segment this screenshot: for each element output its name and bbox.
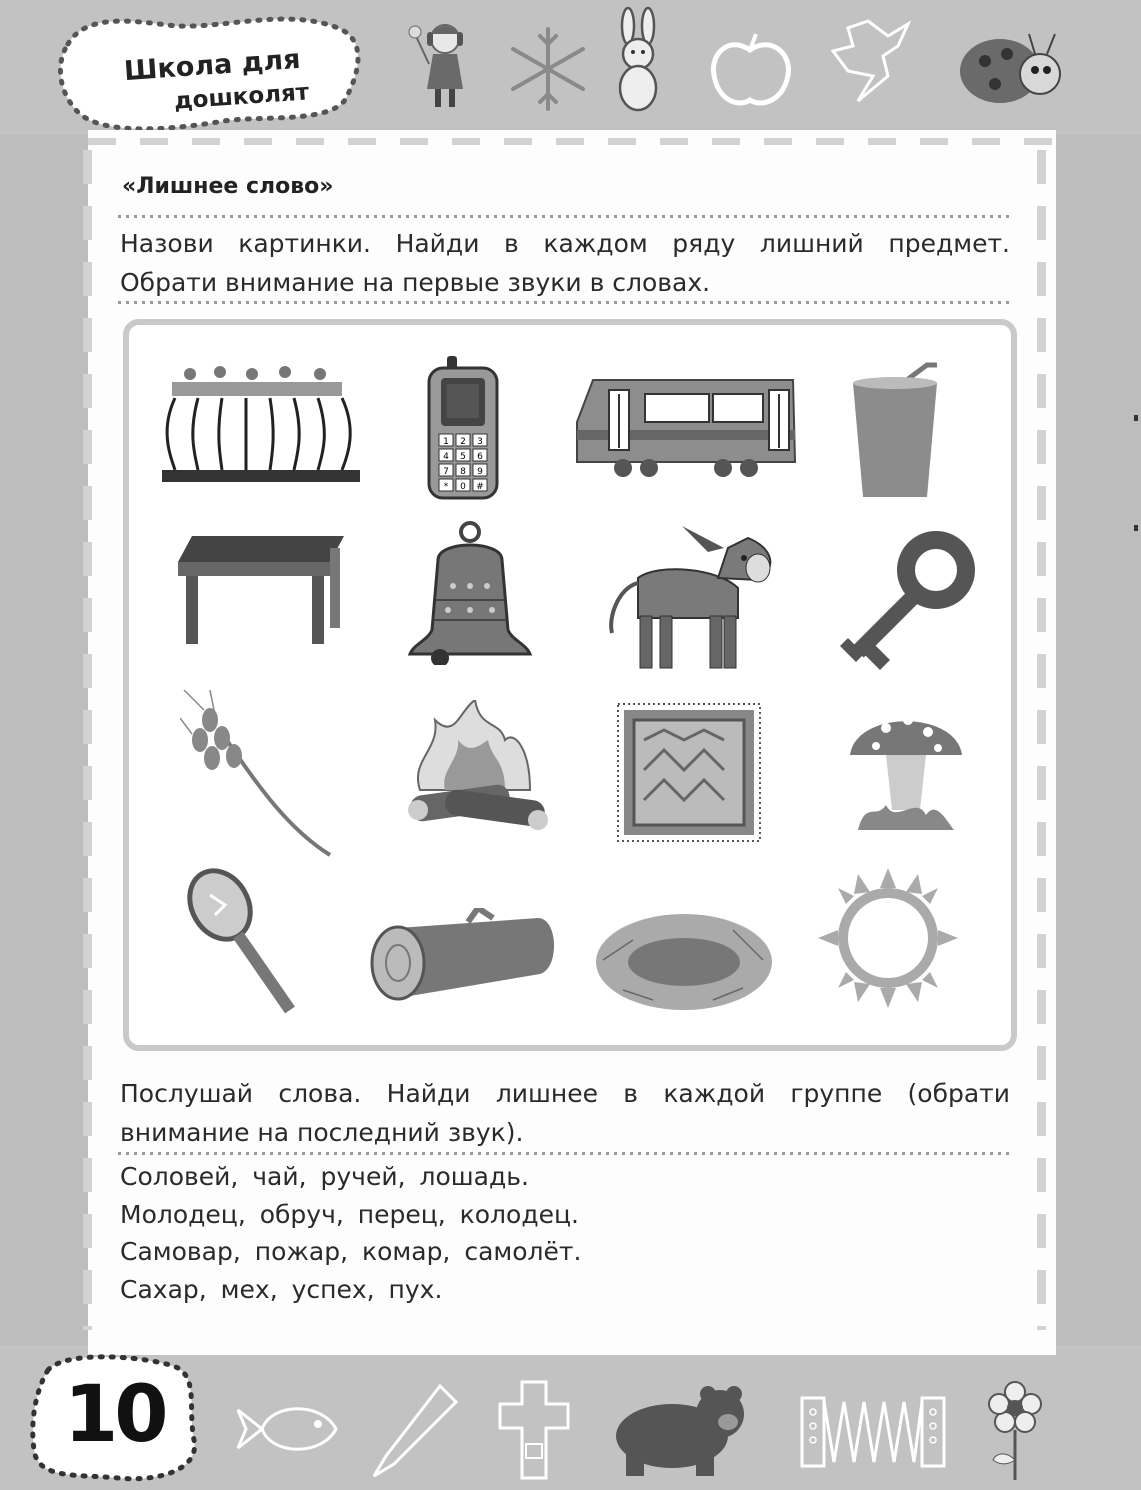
apple-icon <box>708 30 793 110</box>
word-group-4: Сахар, мех, успех, пух. <box>120 1275 443 1304</box>
flower-icon <box>985 1380 1045 1485</box>
phone-key: 3 <box>477 437 483 447</box>
phone-key: 5 <box>460 452 466 462</box>
scan-mark <box>1134 525 1138 531</box>
task-title: «Лишнее слово» <box>122 174 334 199</box>
instruction-line-1: Послушай слова. Найди лишнее в каждой группе (обрати <box>120 1079 1010 1108</box>
log-picture <box>368 908 563 1008</box>
ladybug-icon <box>955 26 1075 110</box>
decorative-dash-left <box>83 150 92 1330</box>
pencil-icon <box>370 1380 460 1480</box>
phone-key: * <box>443 482 449 492</box>
badge-line-1: Школа для <box>123 43 302 88</box>
cross-shape-icon <box>494 1378 574 1482</box>
decorative-dash-top <box>88 138 1056 145</box>
accordion-icon <box>800 1392 946 1472</box>
girl-icon <box>405 14 475 114</box>
sun-picture <box>818 868 958 1008</box>
tram-picture <box>573 372 801 480</box>
key-picture <box>840 530 978 678</box>
phone-key: 7 <box>443 467 449 477</box>
phone-key: 0 <box>460 482 466 492</box>
scan-mark <box>1134 415 1138 421</box>
instruction-line-2: Обрати внимание на первые звуки в словах. <box>120 268 711 297</box>
bunny-icon <box>608 6 668 116</box>
phone-key: # <box>476 482 484 492</box>
snowflake-icon <box>508 24 588 114</box>
rooster-icon <box>828 16 913 116</box>
school-badge <box>58 14 373 134</box>
word-group-3: Самовар, пожар, комар, самолёт. <box>120 1237 582 1266</box>
dotted-divider <box>118 301 1013 304</box>
instruction-line-2: внимание на последний звук). <box>120 1118 524 1147</box>
cup-picture <box>845 355 945 500</box>
page-number-badge <box>28 1350 198 1485</box>
phone-key: 9 <box>477 467 483 477</box>
badge-line-2: дошколят <box>173 79 310 115</box>
hay-nest-picture <box>593 900 775 1018</box>
campfire-picture <box>400 700 555 840</box>
phone-key: 1 <box>443 437 449 447</box>
decorative-dash-right <box>1037 150 1046 1330</box>
bear-icon <box>612 1382 752 1478</box>
wheat-ear-picture <box>180 690 340 860</box>
mirror-picture <box>180 865 300 1017</box>
instruction-line-1: Назови картинки. Найди в каждом ряду лишний предмет. <box>120 229 1010 258</box>
word-group-2: Молодец, обруч, перец, колодец. <box>120 1200 579 1229</box>
fish-icon <box>232 1392 342 1466</box>
phone-picture <box>425 352 500 502</box>
balcony-picture <box>160 360 365 485</box>
dotted-divider <box>118 215 1013 218</box>
dotted-divider <box>118 1152 1013 1155</box>
table-picture <box>172 532 350 650</box>
phone-key: 4 <box>443 452 449 462</box>
rug-picture <box>614 700 764 845</box>
word-group-1: Соловей, чай, ручей, лошадь. <box>120 1162 529 1191</box>
phone-key: 2 <box>460 437 466 447</box>
task2-instructions <box>120 1074 1010 1152</box>
donkey-picture <box>598 518 778 676</box>
mushroom-picture <box>846 700 966 840</box>
task1-instructions <box>120 224 1010 302</box>
phone-key: 6 <box>477 452 483 462</box>
page-number: 10 <box>64 1370 165 1460</box>
phone-key: 8 <box>460 467 466 477</box>
bell-picture <box>408 520 533 665</box>
